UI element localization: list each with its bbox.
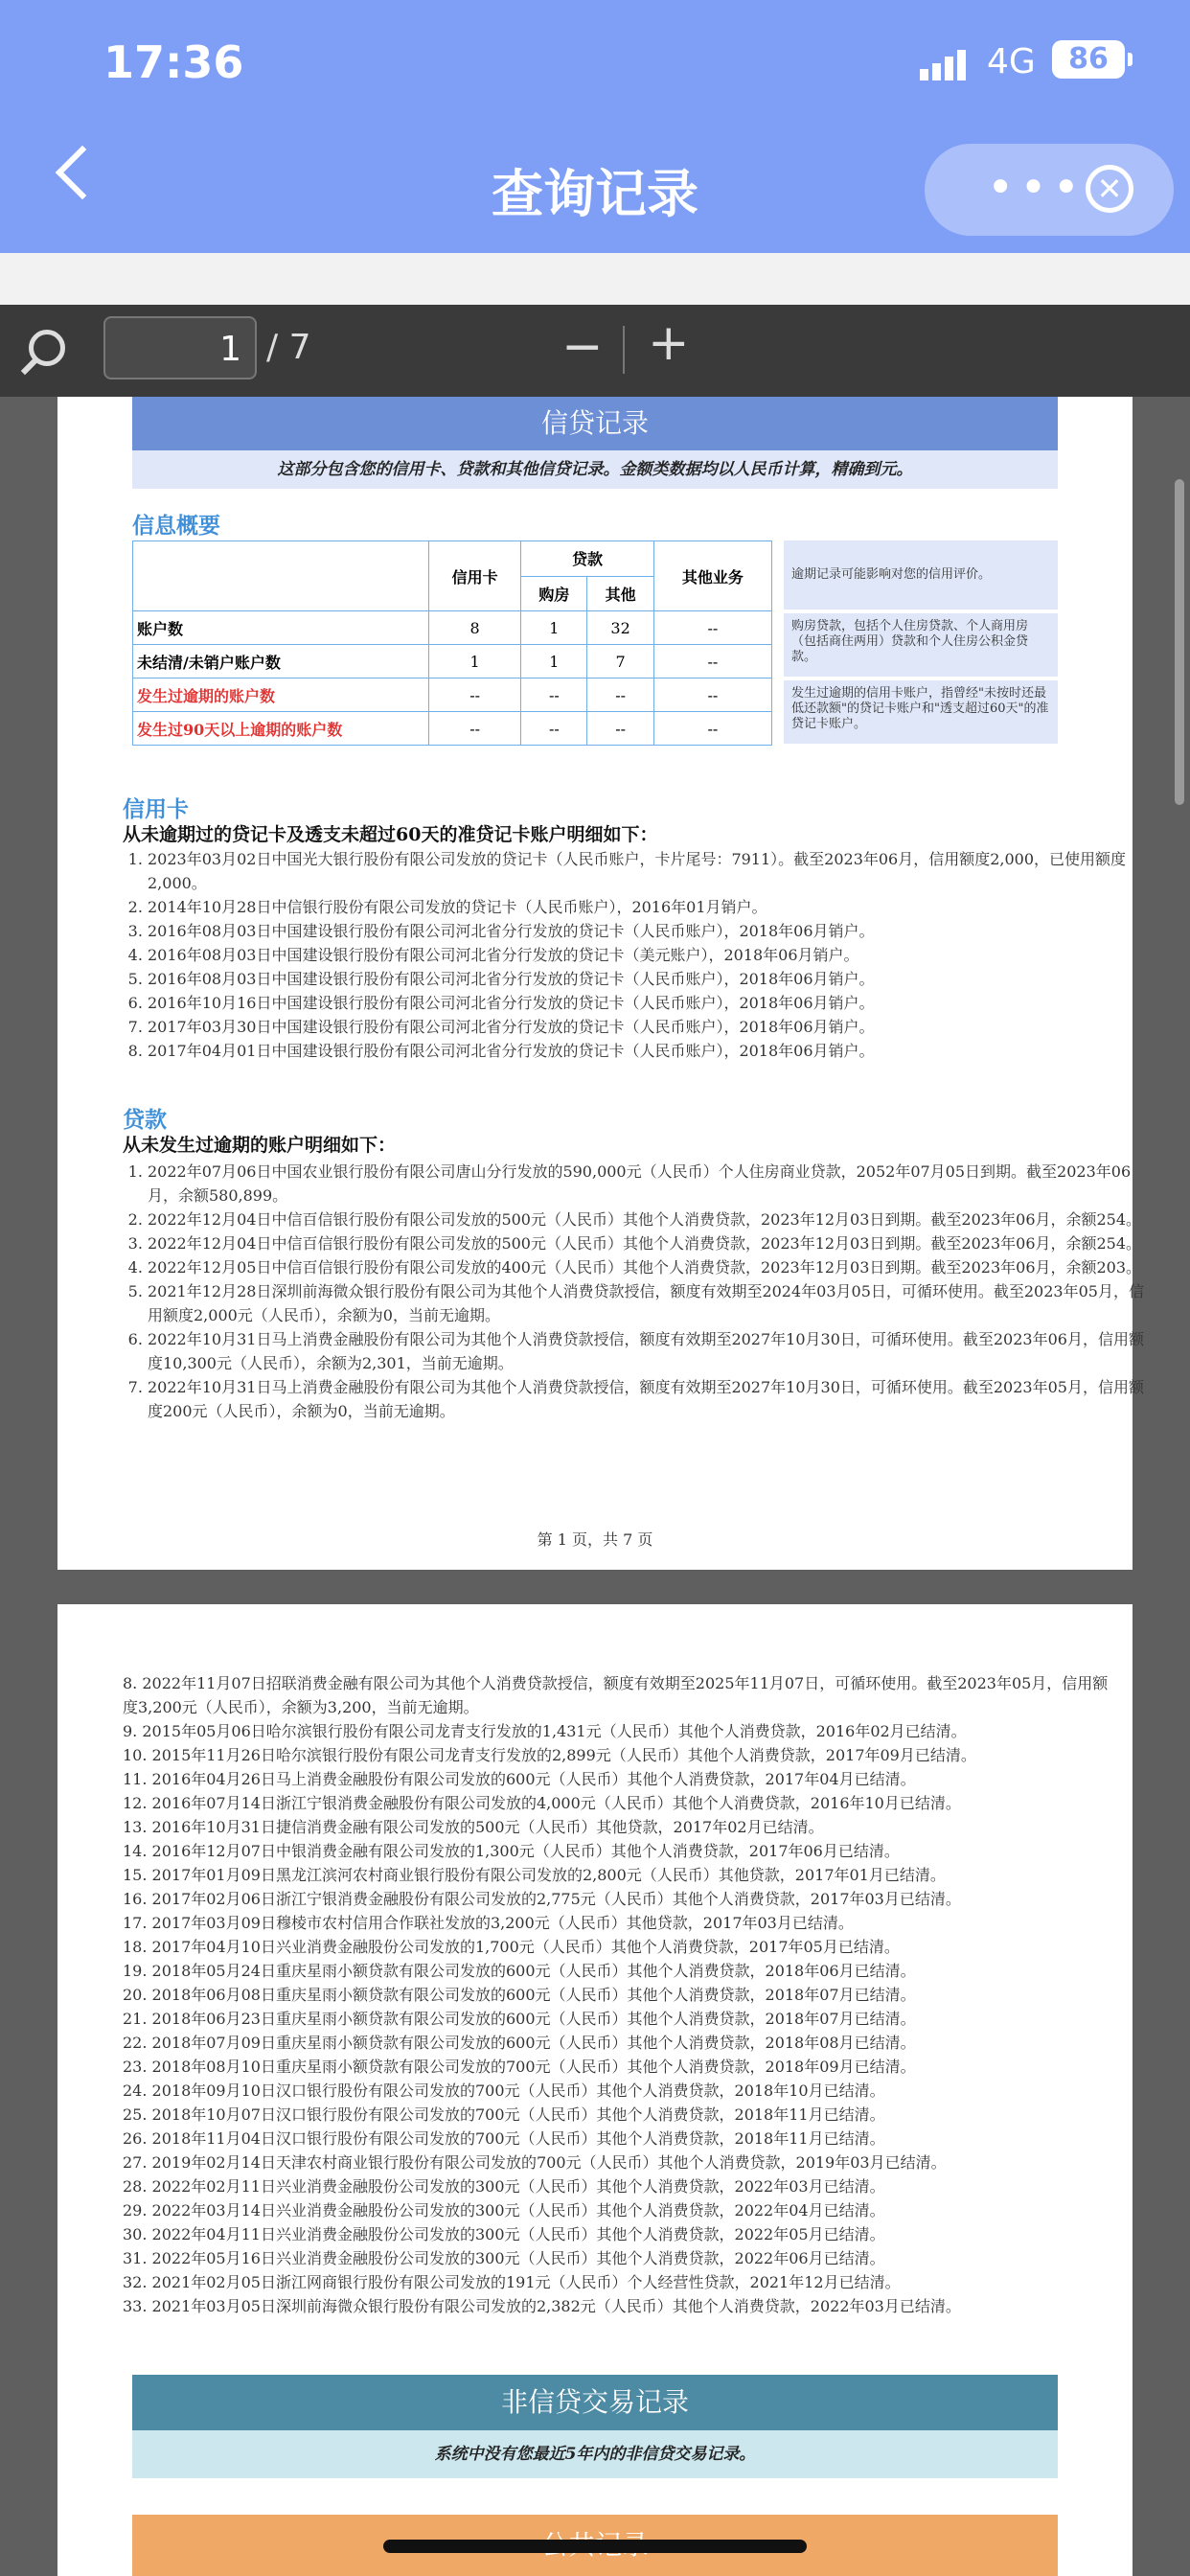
- table-row: [133, 678, 772, 712]
- list-item: 16. 2017年02月06日浙江宁银消费金融股份有限公司发放的2,775元（人民币）其他个人消费贷款，2017年03月已结清。: [123, 1890, 961, 1908]
- list-item: 29. 2022年03月14日兴业消费金融股份公司发放的300元（人民币）其他个人消费贷款，2022年04月已结清。: [123, 2201, 885, 2220]
- list-item: 15. 2017年01月09日黑龙江滨河农村商业银行股份有限公司发放的2,800元（人民币）其他贷款，2017年01月已结清。: [123, 1866, 946, 1884]
- cell-housing: --: [521, 712, 587, 746]
- table-row: [133, 712, 772, 746]
- row-label: 账户数: [133, 611, 429, 645]
- status-time: 17:36: [103, 36, 244, 88]
- summary-notes: [784, 540, 1058, 748]
- list-item: 13. 2016年10月31日捷信消费金融有限公司发放的500元（人民币）其他贷款，2017年02月已结清。: [123, 1818, 824, 1836]
- list-item: 28. 2022年02月11日兴业消费金融股份公司发放的300元（人民币）其他个人消费贷款，2022年03月已结清。: [123, 2177, 885, 2196]
- list-item: 33. 2021年03月05日深圳前海微众银行股份有限公司发放的2,382元（人民币）其他个人消费贷款，2022年03月已结清。: [123, 2297, 961, 2315]
- cell-other: --: [587, 678, 653, 712]
- signal-icon: [920, 50, 968, 80]
- list-item: 20. 2018年06月08日重庆星雨小额贷款有限公司发放的600元（人民币）其他个人消费贷款，2018年07月已结清。: [123, 1986, 916, 2004]
- note-overdue: 逾期记录可能影响对您的信用评价。: [784, 540, 1058, 610]
- list-item: 5. 2021年12月28日深圳前海微众银行股份有限公司为其他个人消费贷款授信，额度有效期至2024年03月05日，可循环使用。截至2023年05月，信用额度2,000元（人民币），余额为0，当前无逾期。: [148, 1279, 1144, 1327]
- list-item: 2. 2014年10月28日中信银行股份有限公司发放的贷记卡（人民币账户），2016年01月销户。: [148, 895, 1144, 919]
- pdf-toolbar: [0, 305, 1190, 397]
- cell-other-business: --: [653, 645, 771, 678]
- credit-card-section-title: 信用卡: [123, 796, 189, 822]
- table-row: [133, 645, 772, 678]
- loan-list: [123, 1160, 1144, 1423]
- page-total: / 7: [266, 328, 311, 367]
- list-item: 19. 2018年05月24日重庆星雨小额贷款有限公司发放的600元（人民币）其他个人消费贷款，2018年06月已结清。: [123, 1962, 916, 1980]
- list-item: 3. 2022年12月04日中信百信银行股份有限公司发放的500元（人民币）其他个人消费贷款，2023年12月03日到期。截至2023年06月，余额254。: [148, 1231, 1144, 1255]
- list-item: 27. 2019年02月14日天津农村商业银行股份有限公司发放的700元（人民币）其他个人消费贷款，2019年03月已结清。: [123, 2153, 947, 2172]
- list-item: 31. 2022年05月16日兴业消费金融股份公司发放的300元（人民币）其他个人消费贷款，2022年06月已结清。: [123, 2249, 885, 2267]
- header-housing: 购房: [521, 576, 587, 611]
- list-item: 2. 2022年12月04日中信百信银行股份有限公司发放的500元（人民币）其他个人消费贷款，2023年12月03日到期。截至2023年06月，余额254。: [148, 1208, 1144, 1231]
- summary-table: [132, 540, 772, 746]
- credit-record-banner: 信贷记录: [132, 397, 1058, 450]
- cell-housing: 1: [521, 645, 587, 678]
- spacer: [0, 253, 1190, 305]
- list-item: 17. 2017年03月09日穆棱市农村信用合作联社发放的3,200元（人民币）其他贷款，2017年03月已结清。: [123, 1914, 854, 1932]
- cell-other: 7: [587, 645, 653, 678]
- cell-housing: 1: [521, 611, 587, 645]
- list-item: 8. 2017年04月01日中国建设银行股份有限公司河北省分行发放的贷记卡（人民币账户），2018年06月销户。: [148, 1039, 1144, 1063]
- list-item: 26. 2018年11月04日汉口银行股份有限公司发放的700元（人民币）其他个人消费贷款，2018年11月已结清。: [123, 2129, 885, 2148]
- header-loan: 贷款: [521, 541, 653, 577]
- list-item: 10. 2015年11月26日哈尔滨银行股份有限公司龙青支行发放的2,899元（人民币）其他个人消费贷款，2017年09月已结清。: [123, 1746, 976, 1764]
- list-item: 7. 2022年10月31日马上消费金融股份有限公司为其他个人消费贷款授信，额度有效期至2027年10月30日，可循环使用。截至2023年05月，信用额度200元（人民币），余额为0，当前无逾期。: [148, 1375, 1144, 1423]
- header-other-business: 其他业务: [653, 541, 771, 611]
- list-item: 11. 2016年04月26日马上消费金融股份有限公司发放的600元（人民币）其他个人消费贷款，2017年04月已结清。: [123, 1770, 916, 1788]
- cell-credit-card: 1: [429, 645, 521, 678]
- cell-credit-card: --: [429, 712, 521, 746]
- cell-other: --: [587, 712, 653, 746]
- list-item: 21. 2018年06月23日重庆星雨小额贷款有限公司发放的600元（人民币）其他个人消费贷款，2018年07月已结清。: [123, 2010, 916, 2028]
- loan-heading: 从未发生过逾期的账户明细如下：: [123, 1135, 397, 1156]
- list-item: 25. 2018年10月07日汉口银行股份有限公司发放的700元（人民币）其他个人消费贷款，2018年11月已结清。: [123, 2105, 885, 2124]
- note-housing: 购房贷款，包括个人住房贷款、个人商用房（包括商住两用）贷款和个人住房公积金贷款。: [784, 613, 1058, 677]
- zoom-out-button[interactable]: −: [561, 318, 604, 376]
- cell-other: 32: [587, 611, 653, 645]
- list-item: 32. 2021年02月05日浙江网商银行股份有限公司发放的191元（人民币）个人经营性贷款，2021年12月已结清。: [123, 2273, 901, 2291]
- more-icon[interactable]: •••: [987, 161, 1086, 215]
- list-item: 22. 2018年07月09日重庆星雨小额贷款有限公司发放的600元（人民币）其他个人消费贷款，2018年08月已结清。: [123, 2034, 916, 2052]
- credit-record-subtitle: 这部分包含您的信用卡、贷款和其他信贷记录。金额类数据均以人民币计算，精确到元。: [132, 450, 1058, 489]
- list-item: 23. 2018年08月10日重庆星雨小额贷款有限公司发放的700元（人民币）其他个人消费贷款，2018年09月已结清。: [123, 2058, 916, 2076]
- table-row: [133, 611, 772, 645]
- credit-card-heading: 从未逾期过的贷记卡及透支未超过60天的准贷记卡账户明细如下：: [123, 824, 658, 845]
- pdf-page-2: [57, 1604, 1133, 2576]
- non-credit-banner: 非信贷交易记录: [132, 2375, 1058, 2430]
- list-item: 3. 2016年08月03日中国建设银行股份有限公司河北省分行发放的贷记卡（人民币账户），2018年06月销户。: [148, 919, 1144, 943]
- list-item: 7. 2017年03月30日中国建设银行股份有限公司河北省分行发放的贷记卡（人民币账户），2018年06月销户。: [148, 1015, 1144, 1039]
- non-credit-subtitle: 系统中没有您最近5年内的非信贷交易记录。: [132, 2430, 1058, 2478]
- summary-corner: [133, 541, 429, 611]
- row-label: 发生过逾期的账户数: [133, 678, 429, 712]
- top-bar: [0, 0, 1190, 253]
- pdf-page-1: [57, 397, 1144, 1570]
- list-item: 6. 2016年10月16日中国建设银行股份有限公司河北省分行发放的贷记卡（人民币账户），2018年06月销户。: [148, 991, 1144, 1015]
- cell-credit-card: --: [429, 678, 521, 712]
- cell-credit-card: 8: [429, 611, 521, 645]
- cell-housing: --: [521, 678, 587, 712]
- zoom-in-button[interactable]: +: [648, 314, 690, 372]
- credit-card-list: [123, 847, 1144, 1063]
- loan-section-title: 贷款: [123, 1107, 167, 1133]
- list-item: 24. 2018年09月10日汉口银行股份有限公司发放的700元（人民币）其他个人消费贷款，2018年10月已结清。: [123, 2082, 885, 2100]
- cell-other-business: --: [653, 611, 771, 645]
- list-item: 1. 2022年07月06日中国农业银行股份有限公司唐山分行发放的590,000元（人民币）个人住房商业贷款，2052年07月05日到期。截至2023年06月，余额580,899。: [148, 1160, 1144, 1208]
- list-item: 8. 2022年11月07日招联消费金融有限公司为其他个人消费贷款授信，额度有效期至2025年11月07日，可循环使用。截至2023年05月，信用额度3,200元（人民币），余额为3,200，当前无逾期。: [123, 1674, 1109, 1716]
- list-item: 12. 2016年07月14日浙江宁银消费金融股份有限公司发放的4,000元（人民币）其他个人消费贷款，2016年10月已结清。: [123, 1794, 961, 1812]
- row-label: 发生过90天以上逾期的账户数: [133, 712, 429, 746]
- cell-other-business: --: [653, 712, 771, 746]
- list-item: 1. 2023年03月02日中国光大银行股份有限公司发放的贷记卡（人民币账户，卡片尾号：7911）。截至2023年06月，信用额度2,000，已使用额度2,000。: [148, 847, 1144, 895]
- note-credit-card-overdue: 发生过逾期的信用卡账户，指曾经"未按时还最低还款额"的贷记卡账户和"透支超过60天"的准贷记卡账户。: [784, 680, 1058, 744]
- page-footer: 第 1 页，共 7 页: [537, 1530, 653, 1549]
- list-item: 9. 2015年05月06日哈尔滨银行股份有限公司龙青支行发放的1,431元（人民币）其他个人消费贷款，2016年02月已结清。: [123, 1722, 967, 1740]
- header-credit-card: 信用卡: [429, 541, 521, 611]
- header-other: 其他: [587, 576, 653, 611]
- cell-other-business: --: [653, 678, 771, 712]
- list-item: 18. 2017年04月10日兴业消费金融股份公司发放的1,700元（人民币）其他个人消费贷款，2017年05月已结清。: [123, 1938, 900, 1956]
- scrollbar[interactable]: [1175, 479, 1184, 805]
- list-item: 14. 2016年12月07日中银消费金融有限公司发放的1,300元（人民币）其他个人消费贷款，2017年06月已结清。: [123, 1842, 900, 1860]
- battery-icon: 86: [1052, 40, 1125, 79]
- list-item: 5. 2016年08月03日中国建设银行股份有限公司河北省分行发放的贷记卡（人民币账户），2018年06月销户。: [148, 967, 1144, 991]
- row-label: 未结清/未销户账户数: [133, 645, 429, 678]
- close-icon[interactable]: ✕: [1086, 165, 1133, 213]
- list-item: 4. 2022年12月05日中信百信银行股份有限公司发放的400元（人民币）其他个人消费贷款，2023年12月03日到期。截至2023年06月，余额203。: [148, 1255, 1144, 1279]
- page-title: 查询记录: [492, 164, 698, 224]
- network-label: 4G: [987, 42, 1036, 81]
- list-item: 4. 2016年08月03日中国建设银行股份有限公司河北省分行发放的贷记卡（美元账户），2018年06月销户。: [148, 943, 1144, 967]
- search-icon[interactable]: [29, 330, 65, 366]
- summary-title: 信息概要: [132, 513, 220, 539]
- home-indicator[interactable]: [383, 2540, 807, 2553]
- list-item: 6. 2022年10月31日马上消费金融股份有限公司为其他个人消费贷款授信，额度有效期至2027年10月30日，可循环使用。截至2023年06月，信用额度10,300元（人民币），余额为2,301，当前无逾期。: [148, 1327, 1144, 1375]
- loan-list-continued: [123, 1671, 1119, 2318]
- page-number-input[interactable]: 1: [103, 316, 257, 380]
- zoom-divider: [623, 326, 625, 374]
- list-item: 30. 2022年04月11日兴业消费金融股份公司发放的300元（人民币）其他个人消费贷款，2022年05月已结清。: [123, 2225, 885, 2243]
